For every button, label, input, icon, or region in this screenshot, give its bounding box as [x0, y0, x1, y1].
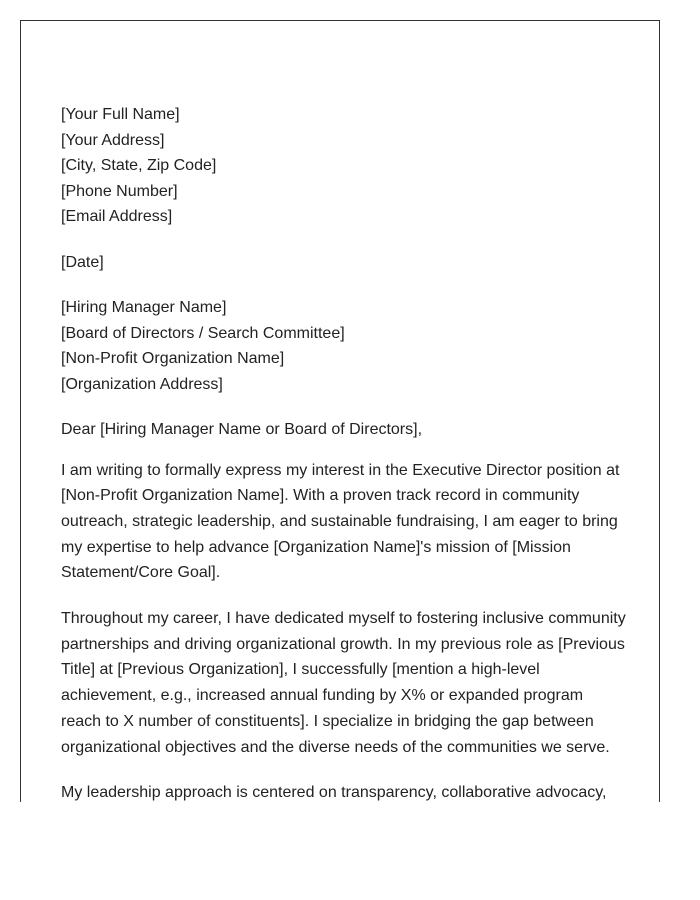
- letter-content: [61, 102, 627, 802]
- letter-page: [20, 20, 660, 802]
- sender-address: [Your Address]: [61, 131, 165, 149]
- body-paragraph-2: Throughout my career, I have dedicated myself to fostering inclusive community partnerships and driving organizational growth. In my previous role as [Previous Title] at [Previous Organization], I successfully [mention a high-level achievement, e.g., increased annual funding by X% or expanded program reach to X number of constituents]. I specialize in bridging the gap between organizational objectives and the diverse needs of the communities we serve.: [61, 610, 626, 756]
- sender-block: [61, 102, 627, 230]
- body-paragraph-3: My leadership approach is centered on transparency, collaborative advocacy,: [61, 784, 607, 802]
- sender-phone: [Phone Number]: [61, 182, 178, 200]
- body-paragraph-1: I am writing to formally express my interest in the Executive Director position at [Non-Profit Organization Name]. With a proven track record in community outreach, strategic leadership, and sustainable fundraising, I am eager to bring my expertise to help advance [Organization Name]'s mission of [Mission Statement/Core Goal].: [61, 461, 620, 582]
- recipient-manager: [Hiring Manager Name]: [61, 299, 227, 316]
- recipient-block: [61, 295, 627, 397]
- salutation: Dear [Hiring Manager Name or Board of Directors],: [61, 421, 423, 438]
- recipient-board: [Board of Directors / Search Committee]: [61, 324, 345, 342]
- letter-date: [Date]: [61, 253, 104, 271]
- sender-name: [Your Full Name]: [61, 106, 180, 123]
- sender-email: [Email Address]: [61, 208, 173, 225]
- recipient-organization: [Non-Profit Organization Name]: [61, 350, 285, 367]
- date-block: [61, 250, 627, 276]
- recipient-address: [Organization Address]: [61, 375, 223, 393]
- sender-city-state-zip: [City, State, Zip Code]: [61, 157, 217, 174]
